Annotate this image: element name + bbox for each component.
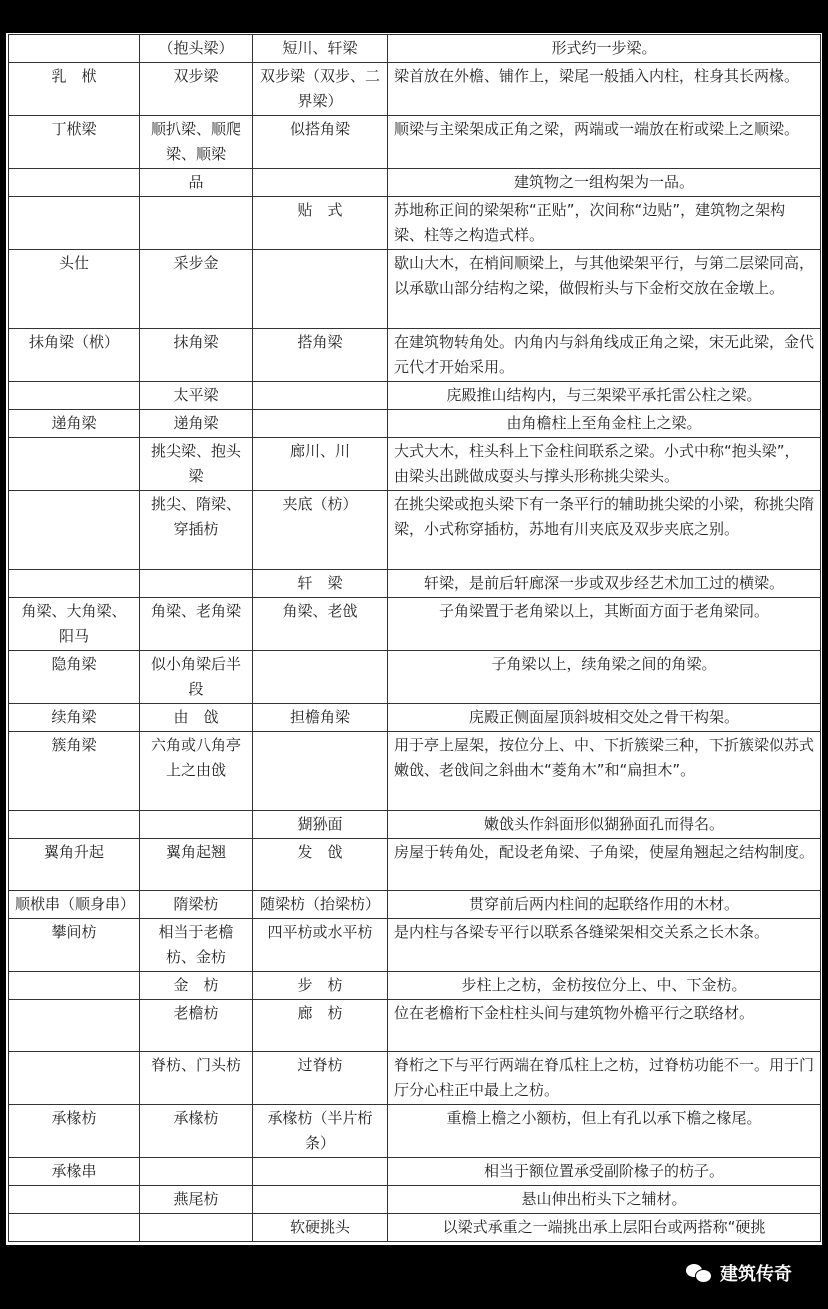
table-cell: 承椽枋（半片桁条） <box>253 1105 388 1158</box>
table-cell: 太平梁 <box>140 382 253 410</box>
table-row <box>9 651 821 704</box>
table-cell: 短川、轩梁 <box>253 35 388 63</box>
table-row <box>9 1158 821 1186</box>
table-row <box>9 598 821 651</box>
table-cell: 顺扒梁、顺爬梁、顺梁 <box>140 116 253 169</box>
table-cell <box>9 491 140 570</box>
table-cell: 隋梁枋 <box>140 891 253 919</box>
table-cell: 歇山大木，在梢间顺梁上，与其他梁架平行，与第二层梁同高，以承歇山部分结构之梁，做假桁头与下金桁交放在金墩上。 <box>388 250 821 329</box>
table-cell: 丁栿梁 <box>9 116 140 169</box>
table-cell: 悬山伸出桁头下之辅材。 <box>388 1186 821 1214</box>
table-cell: 翼角起翘 <box>140 839 253 891</box>
table-cell <box>9 1186 140 1214</box>
table-cell <box>9 570 140 598</box>
table-cell: 脊桁之下与平行两端在脊瓜柱上之枋，过脊枋功能不一。用于门厅分心柱正中最上之枋。 <box>388 1052 821 1105</box>
table-cell: 相当于额位置承受副阶椽子的枋子。 <box>388 1158 821 1186</box>
table-row <box>9 197 821 250</box>
table-cell: 以梁式承重之一端挑出承上层阳台或两搭称“硬挑 <box>388 1214 821 1242</box>
table-cell: 脊枋、门头枋 <box>140 1052 253 1105</box>
table-cell: 乳 栿 <box>9 63 140 116</box>
table-cell: 在挑尖梁或抱头梁下有一条平行的辅助挑尖梁的小梁，称挑尖隋梁，小式称穿插枋，苏地有川夹底及双步夹底之别。 <box>388 491 821 570</box>
table-cell <box>9 35 140 63</box>
table-cell: 梁首放在外檐、铺作上，梁尾一般插入内柱，柱身其长两椽。 <box>388 63 821 116</box>
table-cell: 头仕 <box>9 250 140 329</box>
table-cell: 角梁、老戗 <box>253 598 388 651</box>
table-cell: 挑尖、隋梁、穿插枋 <box>140 491 253 570</box>
table-cell <box>9 1000 140 1052</box>
table-cell <box>253 250 388 329</box>
table-cell: 四平枋或水平枋 <box>253 919 388 972</box>
table-cell: 轩梁，是前后轩廊深一步或双步经艺术加工过的横梁。 <box>388 570 821 598</box>
table-cell: 担檐角梁 <box>253 704 388 732</box>
table-cell: 猢狲面 <box>253 811 388 839</box>
table-cell: 廊 枋 <box>253 1000 388 1052</box>
table-cell <box>9 1214 140 1242</box>
watermark-text: 建筑传奇 <box>720 1264 792 1285</box>
table-cell: 燕尾枋 <box>140 1186 253 1214</box>
table-cell <box>253 410 388 438</box>
table-cell: 子角梁以上，续角梁之间的角梁。 <box>388 651 821 704</box>
table-row <box>9 811 821 839</box>
table-cell: 由 戗 <box>140 704 253 732</box>
table-cell: 搭角梁 <box>253 329 388 382</box>
table-row <box>9 839 821 891</box>
table-cell: 角梁、老角梁 <box>140 598 253 651</box>
table-cell <box>140 197 253 250</box>
table-cell <box>253 1158 388 1186</box>
table-cell: 轩 梁 <box>253 570 388 598</box>
table-cell: 老檐枋 <box>140 1000 253 1052</box>
table-cell: 似小角梁后半段 <box>140 651 253 704</box>
table-row <box>9 704 821 732</box>
table-cell <box>9 382 140 410</box>
table-cell: 翼角升起 <box>9 839 140 891</box>
table-cell: 六角或八角亭上之由戗 <box>140 732 253 811</box>
table-cell: 递角梁 <box>9 410 140 438</box>
table-cell: 在建筑物转角处。内角内与斜角线成正角之梁，宋无此梁，金代元代才开始采用。 <box>388 329 821 382</box>
table-cell <box>140 1214 253 1242</box>
table-cell: 递角梁 <box>140 410 253 438</box>
table-cell: 品 <box>140 169 253 197</box>
table-cell: 随梁枋（抬梁枋） <box>253 891 388 919</box>
table-cell: 步 枋 <box>253 972 388 1000</box>
table-cell: 抹角梁（栿） <box>9 329 140 382</box>
table-cell <box>253 732 388 811</box>
table-cell: 发 戗 <box>253 839 388 891</box>
table-row <box>9 1105 821 1158</box>
table-row <box>9 250 821 329</box>
table-cell <box>9 1052 140 1105</box>
table-cell: 隐角梁 <box>9 651 140 704</box>
table-cell: 抹角梁 <box>140 329 253 382</box>
table-cell <box>140 811 253 839</box>
table-cell <box>253 169 388 197</box>
table-cell: 采步金 <box>140 250 253 329</box>
table-cell: 大式大木，柱头科上下金柱间联系之梁。小式中称“抱头梁”，由梁头出跳做成耍头与撑头形称挑尖梁头。 <box>388 438 821 491</box>
wechat-icon <box>686 1262 712 1284</box>
table-cell: 廊川、川 <box>253 438 388 491</box>
table-row <box>9 63 821 116</box>
table-cell: 庑殿正侧面屋顶斜坡相交处之骨干构架。 <box>388 704 821 732</box>
table-cell: 步柱上之枋，金枋按位分上、中、下金枋。 <box>388 972 821 1000</box>
table-cell: 子角梁置于老角梁以上，其断面方面于老角梁同。 <box>388 598 821 651</box>
table-row <box>9 891 821 919</box>
table-row <box>9 1000 821 1052</box>
table-cell: 重檐上檐之小额枋，但上有孔以承下檐之椽尾。 <box>388 1105 821 1158</box>
table-cell <box>253 651 388 704</box>
table-cell: 似搭角梁 <box>253 116 388 169</box>
table-cell: 挑尖梁、抱头梁 <box>140 438 253 491</box>
table-cell: 角梁、大角梁、阳马 <box>9 598 140 651</box>
table-cell <box>140 1158 253 1186</box>
table-row <box>9 732 821 811</box>
table-cell: 簇角梁 <box>9 732 140 811</box>
table-cell: 过脊枋 <box>253 1052 388 1105</box>
table-row <box>9 116 821 169</box>
table-row <box>9 169 821 197</box>
table-row <box>9 1186 821 1214</box>
table-cell: 软硬挑头 <box>253 1214 388 1242</box>
table-row <box>9 410 821 438</box>
table-row <box>9 382 821 410</box>
table-cell: 顺梁与主梁架成正角之梁，两端或一端放在桁或梁上之顺梁。 <box>388 116 821 169</box>
table-cell: 用于亭上屋架，按位分上、中、下折簇梁三种，下折簇梁似苏式嫩戗、老戗间之斜曲木“菱角木”和“扁担木”。 <box>388 732 821 811</box>
table-cell: 承椽串 <box>9 1158 140 1186</box>
table-cell <box>140 570 253 598</box>
table-row <box>9 35 821 63</box>
table-cell <box>9 438 140 491</box>
table-row <box>9 1214 821 1242</box>
table-cell: 金 枋 <box>140 972 253 1000</box>
table-cell: 嫩戗头作斜面形似猢狲面孔而得名。 <box>388 811 821 839</box>
table-cell: 是内柱与各梁专平行以联系各缝梁架相交关系之长木条。 <box>388 919 821 972</box>
beam-terminology-table <box>8 34 821 1242</box>
table-cell <box>9 811 140 839</box>
table-cell: 相当于老檐枋、金枋 <box>140 919 253 972</box>
table-cell: 夹底（枋） <box>253 491 388 570</box>
table-cell <box>9 169 140 197</box>
table-cell <box>9 197 140 250</box>
table-cell: 贯穿前后两内柱间的起联络作用的木材。 <box>388 891 821 919</box>
table-cell: 承椽枋 <box>140 1105 253 1158</box>
table-row <box>9 570 821 598</box>
table-cell <box>253 382 388 410</box>
table-cell: 续角梁 <box>9 704 140 732</box>
table-cell: 承椽枋 <box>9 1105 140 1158</box>
table-cell: 由角檐柱上至角金柱上之梁。 <box>388 410 821 438</box>
table-cell: 贴 式 <box>253 197 388 250</box>
table-cell: 位在老檐桁下金柱柱头间与建筑物外檐平行之联络材。 <box>388 1000 821 1052</box>
table-cell: 顺栿串（顺身串） <box>9 891 140 919</box>
table-cell <box>253 1186 388 1214</box>
table-cell: （抱头梁） <box>140 35 253 63</box>
table-cell: 双步梁（双步、二界梁） <box>253 63 388 116</box>
table-cell: 双步梁 <box>140 63 253 116</box>
table-row <box>9 491 821 570</box>
watermark <box>686 1259 792 1287</box>
table-cell: 苏地称正间的梁架称“正贴”，次间称“边贴”，建筑物之架构梁、柱等之构造式样。 <box>388 197 821 250</box>
table-cell: 形式约一步梁。 <box>388 35 821 63</box>
table-cell: 房屋于转角处，配设老角梁、子角梁，使屋角翘起之结构制度。 <box>388 839 821 891</box>
table-row <box>9 919 821 972</box>
table-row <box>9 329 821 382</box>
table-cell <box>9 972 140 1000</box>
table-cell: 庑殿推山结构内，与三架梁平承托雷公柱之梁。 <box>388 382 821 410</box>
table-cell: 建筑物之一组构架为一品。 <box>388 169 821 197</box>
document-page <box>6 33 822 1245</box>
table-cell: 攀间枋 <box>9 919 140 972</box>
table-row <box>9 1052 821 1105</box>
table-row <box>9 438 821 491</box>
table-row <box>9 972 821 1000</box>
